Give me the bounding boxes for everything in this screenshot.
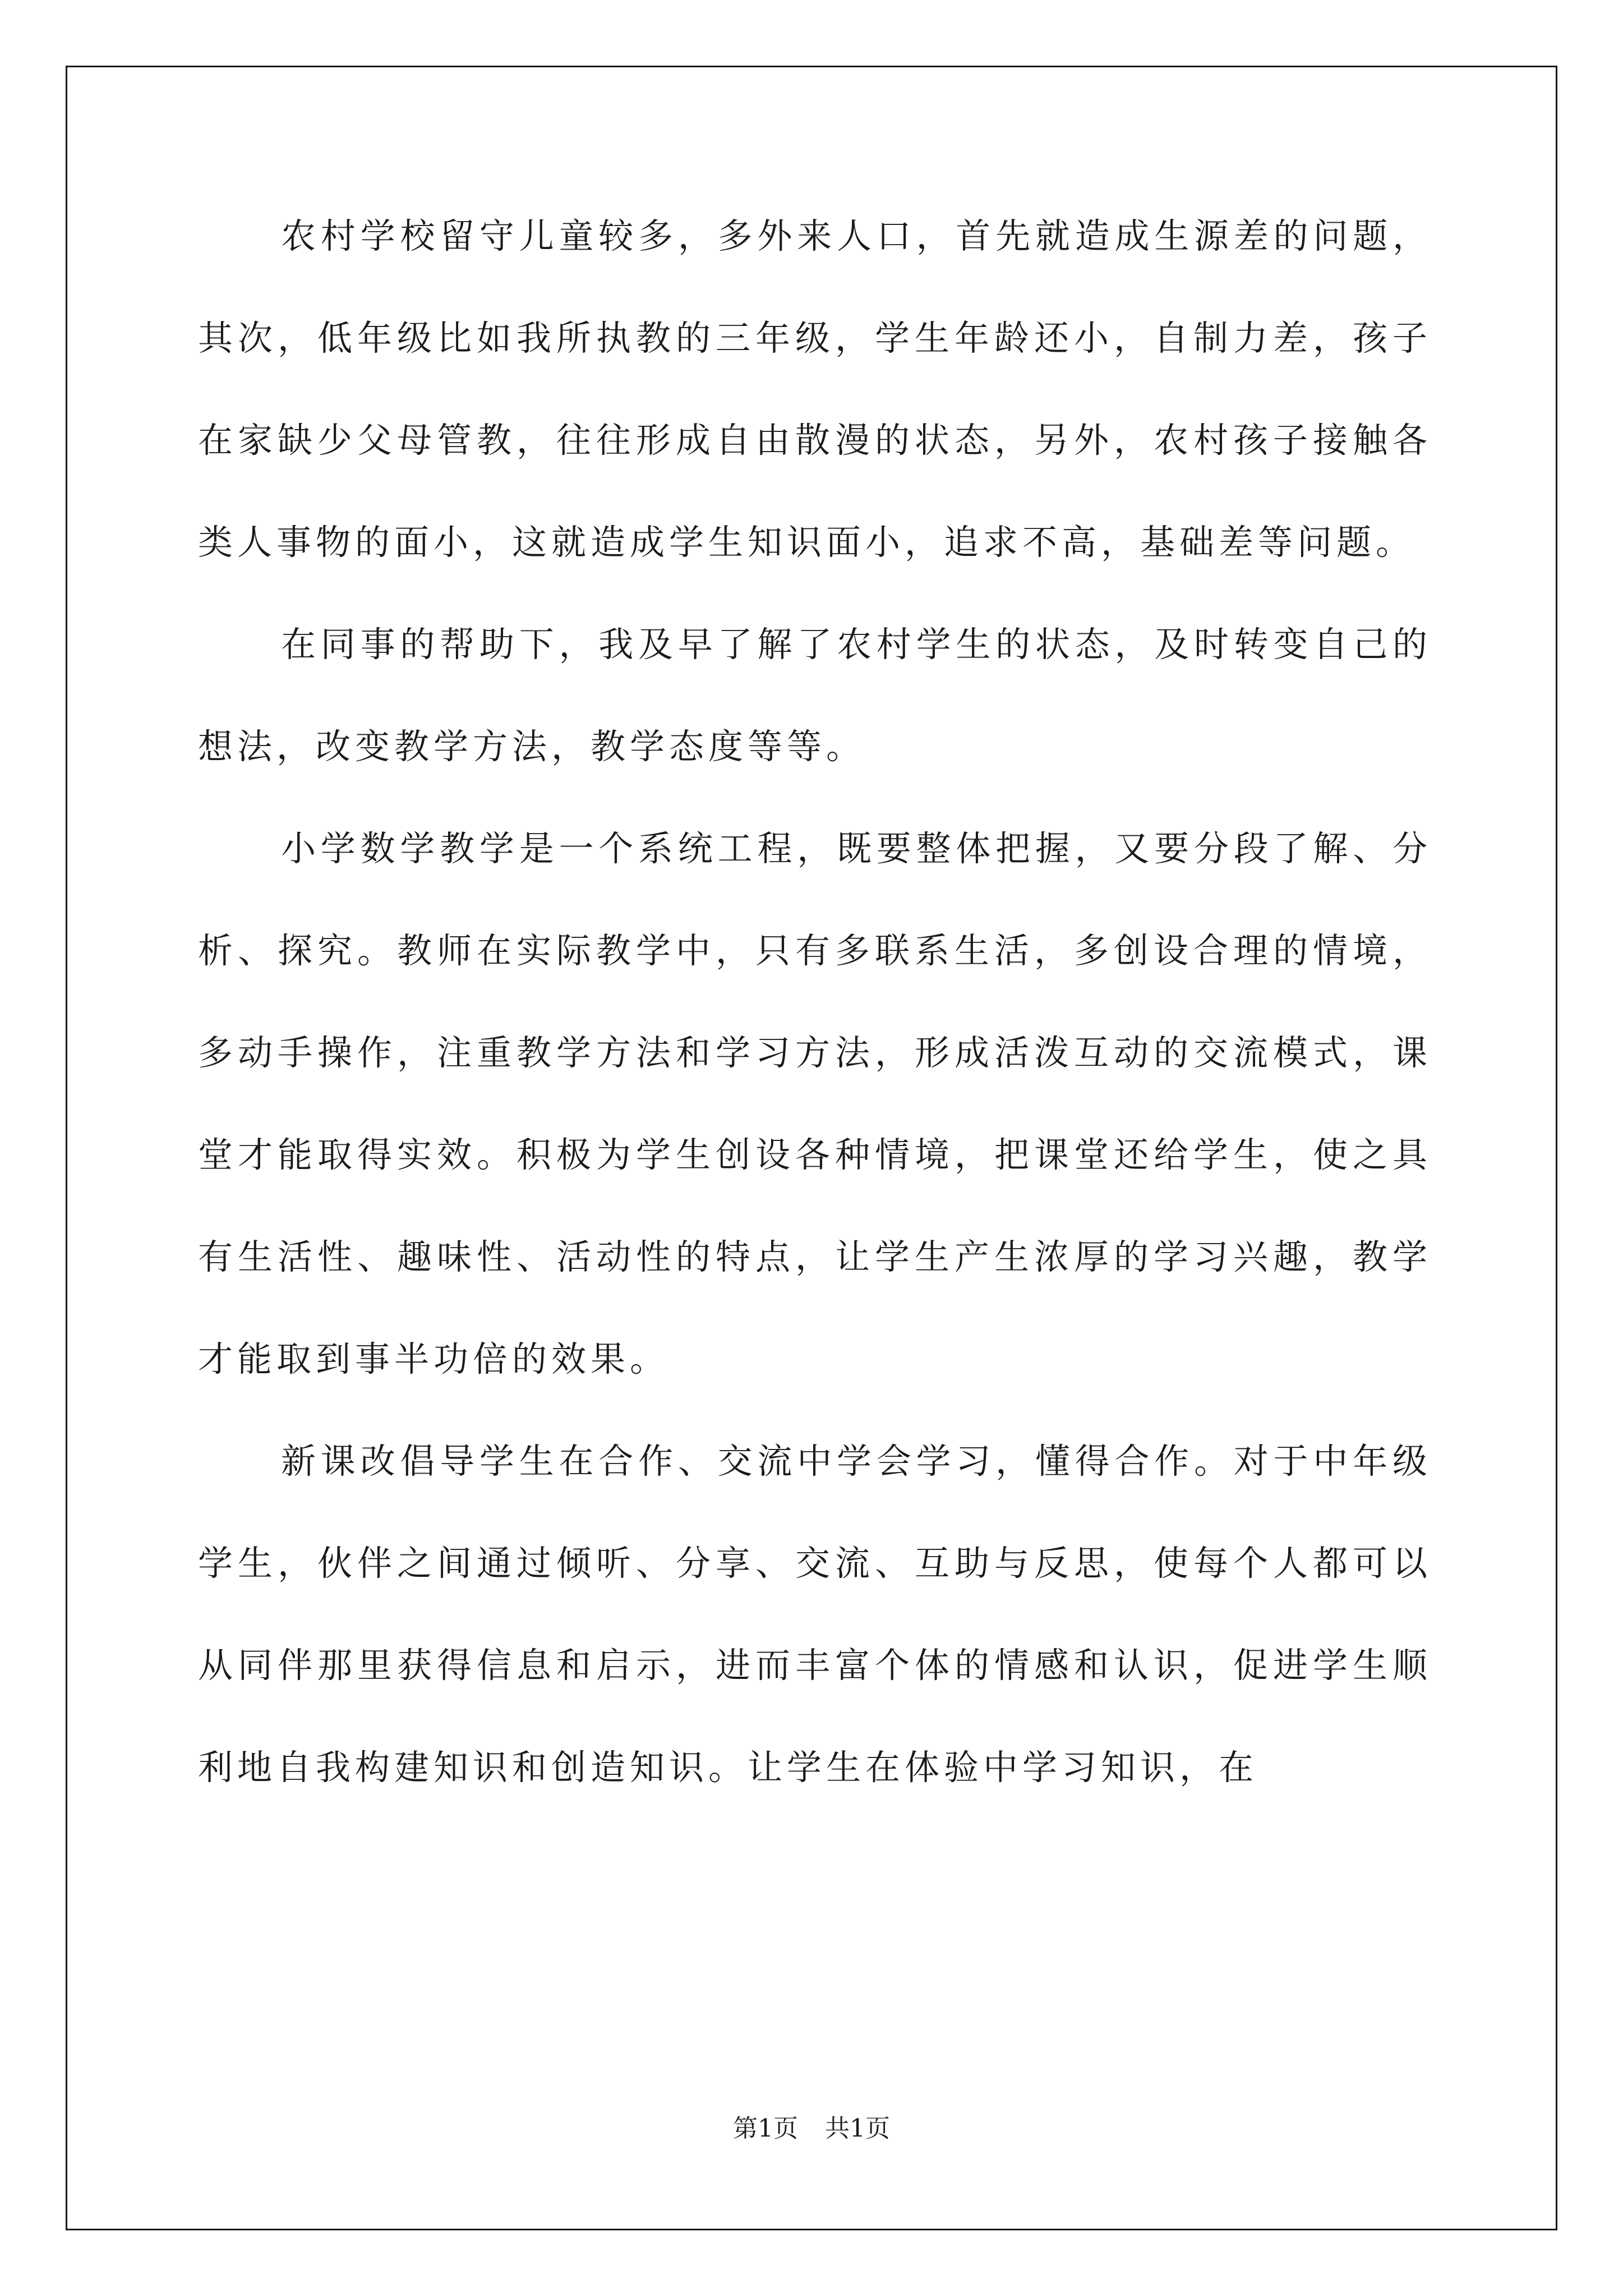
document-body: [198, 185, 1432, 1819]
paragraph: 农村学校留守儿童较多，多外来人口，首先就造成生源差的问题，其次，低年级比如我所执教的三年级，学生年龄还小，自制力差，孩子在家缺少父母管教，往往形成自由散漫的状态，另外，农村孩子接触各类人事物的面小，这就造成学生知识面小，追求不高，基础差等问题。: [198, 215, 1432, 563]
page-total: 共1页: [825, 2114, 890, 2143]
paragraph: 新课改倡导学生在合作、交流中学会学习，懂得合作。对于中年级学生，伙伴之间通过倾听、分享、交流、互助与反思，使每个人都可以从同伴那里获得信息和启示，进而丰富个体的情感和认识，促进学生顺利地自我构建知识和创造知识。让学生在体验中学习知识，在: [198, 1441, 1432, 1788]
paragraph: 小学数学教学是一个系统工程，既要整体把握，又要分段了解、分析、探究。教师在实际教学中，只有多联系生活，多创设合理的情境，多动手操作，注重教学方法和学习方法，形成活泼互动的交流模式，课堂才能取得实效。积极为学生创设各种情境，把课堂还给学生，使之具有生活性、趣味性、活动性的特点，让学生产生浓厚的学习兴趣，教学才能取到事半功倍的效果。: [198, 828, 1432, 1379]
page-number: 第1页: [733, 2114, 798, 2143]
paragraph: 在同事的帮助下，我及早了解了农村学生的状态，及时转变自己的想法，改变教学方法，教学态度等等。: [198, 624, 1432, 767]
page-footer: [0, 2112, 1623, 2146]
